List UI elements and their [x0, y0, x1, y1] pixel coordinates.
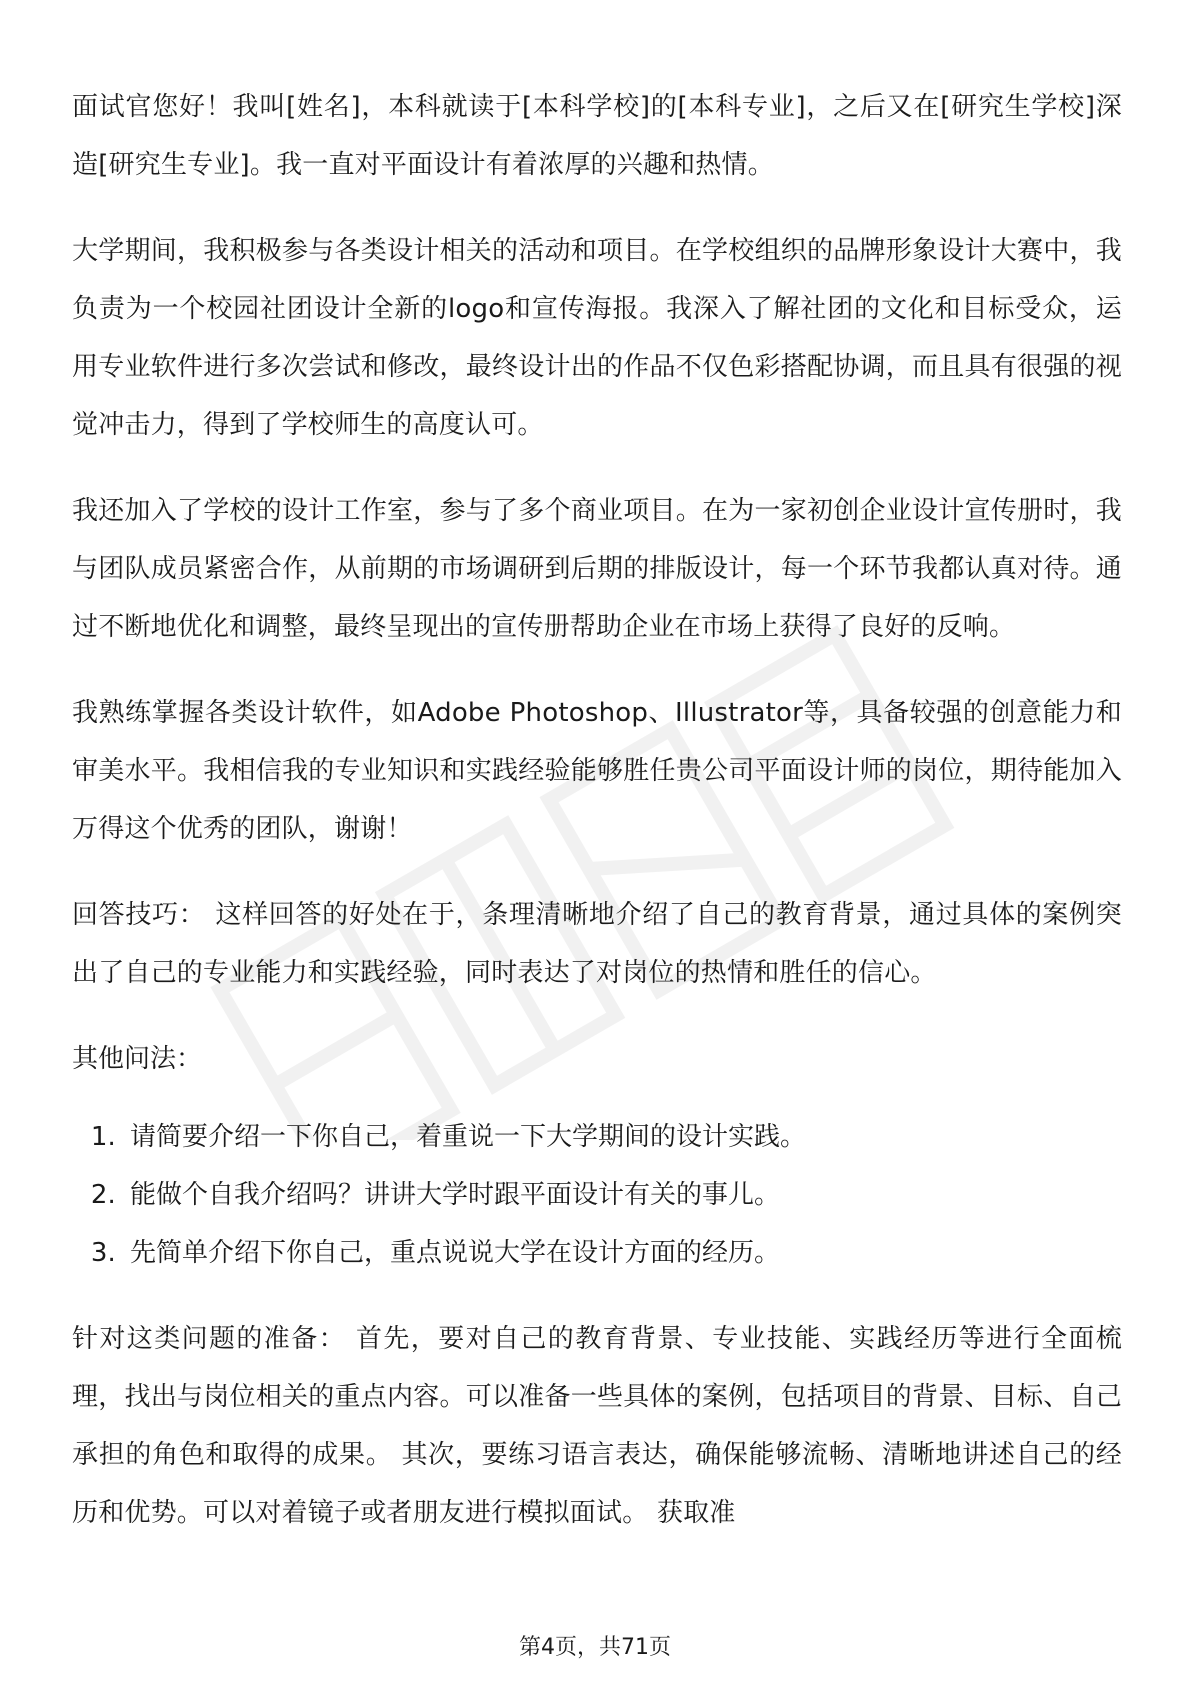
paragraph-university: 大学期间，我积极参与各类设计相关的活动和项目。在学校组织的品牌形象设计大赛中，我负责为一个校园社团设计全新的logo和宣传海报。我深入了解社团的文化和目标受众，运用专业软件进行多次尝试和修改，最终设计出的作品不仅色彩搭配协调，而且具有很强的视觉冲击力，得到了学校师生的高度认可。	[72, 236, 1122, 440]
paragraph-studio: 我还加入了学校的设计工作室，参与了多个商业项目。在为一家初创企业设计宣传册时，我与团队成员紧密合作，从前期的市场调研到后期的排版设计，每一个环节我都认真对待。通过不断地优化和调整，最终呈现出的宣传册帮助企业在市场上获得了良好的反响。	[72, 496, 1122, 642]
other-questions-label: 其他问法：	[72, 1044, 203, 1074]
paragraph-skills: 我熟练掌握各类设计软件，如Adobe Photoshop、Illustrator等，具备较强的创意能力和审美水平。我相信我的专业知识和实践经验能够胜任贵公司平面设计师的岗位，期待能加入万得这个优秀的团队，谢谢！	[72, 698, 1122, 844]
paragraph-intro: 面试官您好！我叫[姓名]，本科就读于[本科学校]的[本科专业]，之后又在[研究生学校]深造[研究生专业]。我一直对平面设计有着浓厚的兴趣和热情。	[72, 92, 1122, 180]
answer-tips	[72, 886, 1122, 1002]
other-questions-list	[72, 1108, 1122, 1282]
preparation-section	[72, 1310, 1122, 1542]
answer-tips-label: 回答技巧：	[72, 900, 206, 930]
preparation-text: 首先，要对自己的教育背景、专业技能、实践经历等进行全面梳理，找出与岗位相关的重点内容。可以准备一些具体的案例，包括项目的背景、目标、自己承担的角色和取得的成果。 其次，要练习语言表达，确保能够流畅、清晰地讲述自己的经历和优势。可以对着镜子或者朋友进行模拟面试。 获取准	[72, 1324, 1122, 1528]
preparation-label: 针对这类问题的准备：	[72, 1324, 346, 1354]
list-item: 3. 先简单介绍下你自己，重点说说大学在设计方面的经历。	[124, 1224, 1122, 1282]
page-footer: 第4页，共71页	[519, 1635, 671, 1660]
list-item: 2. 能做个自我介绍吗？讲讲大学时跟平面设计有关的事儿。	[124, 1166, 1122, 1224]
answer-tips-text: 这样回答的好处在于，条理清晰地介绍了自己的教育背景，通过具体的案例突出了自己的专业能力和实践经验，同时表达了对岗位的热情和胜任的信心。	[72, 900, 1122, 988]
document-page	[72, 78, 1122, 1570]
list-item: 1. 请简要介绍一下你自己，着重说一下大学期间的设计实践。	[124, 1108, 1122, 1166]
